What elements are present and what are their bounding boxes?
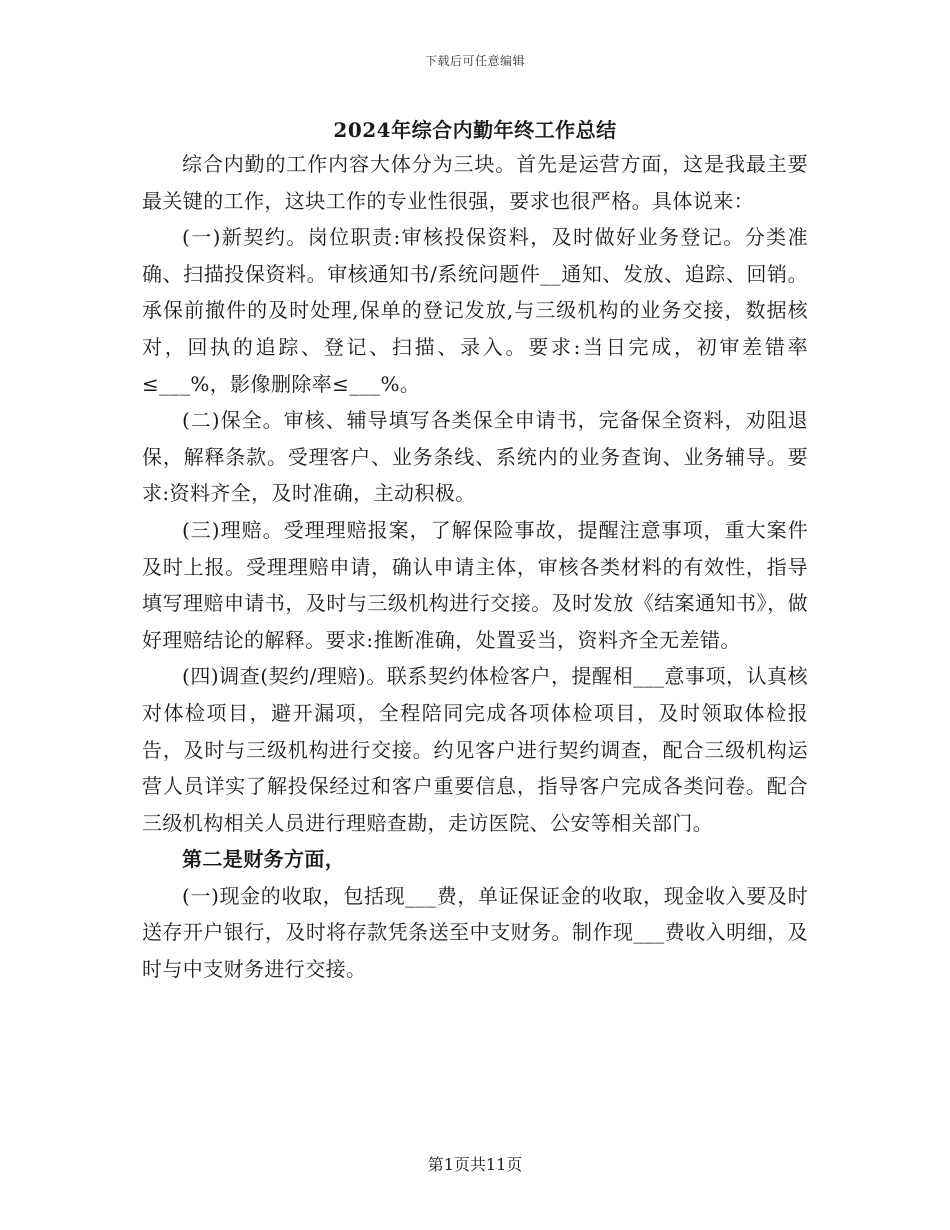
paragraph-investigation: (四)调查(契约/理赔)。联系契约体检客户，提醒相___意事项，认真核对体检项目，避开漏项，全程陪同完成各项体检项目，及时领取体检报告，及时与三级机构进行交接。约见客户进行契约调查，配合三级机构运营人员详实了解投保经过和客户重要信息，指导客户完成各类问卷。配合三级机构相关人员进行理赔查勘，走访医院、公安等相关部门。 [142,664,808,835]
paragraph-claims: (三)理赔。受理理赔报案，了解保险事故，提醒注意事项，重大案件及时上报。受理理赔申请，确认申请主体，审核各类材料的有效性，指导填写理赔申请书，及时与三级机构进行交接。及时发放《结案通知书》，做好理赔结论的解释。要求:推断准确，处置妥当，资料齐全无差错。 [142,517,808,652]
paragraph-cash: (一)现金的收取，包括现___费，单证保证金的收取，现金收入要及时送存开户银行，及时将存款凭条送至中支财务。制作现___费收入明细，及时与中支财务进行交接。 [142,883,808,982]
paragraph-new-contract: (一)新契约。岗位职责:审核投保资料，及时做好业务登记。分类准确、扫描投保资料。审核通知书/系统问题件__通知、发放、追踪、回销。承保前撤件的及时处理,保单的登记发放,与三级机构的业务交接，数据核对，回执的追踪、登记、扫描、录入。要求:当日完成，初审差错率≤___%，影像删除率≤___%。 [142,225,808,396]
page-number: 第1页共11页 [427,1155,523,1174]
document-body [142,146,808,988]
document-title: 2024年综合内勤年终工作总结 [333,118,617,142]
header-note: 下载后可任意编辑 [424,54,525,68]
paragraph-preservation: (二)保全。审核、辅导填写各类保全申请书，完备保全资料，劝阻退保，解释条款。受理客户、业务条线、系统内的业务查询、业务辅导。要求:资料齐全，及时准确，主动积极。 [142,408,808,506]
section-heading-finance: 第二是财务方面， [182,847,346,872]
paragraph-intro: 综合内勤的工作内容大体分为三块。首先是运营方面，这是我最主要最关键的工作，这块工作的专业性很强，要求也很严格。具体说来： [142,152,808,213]
